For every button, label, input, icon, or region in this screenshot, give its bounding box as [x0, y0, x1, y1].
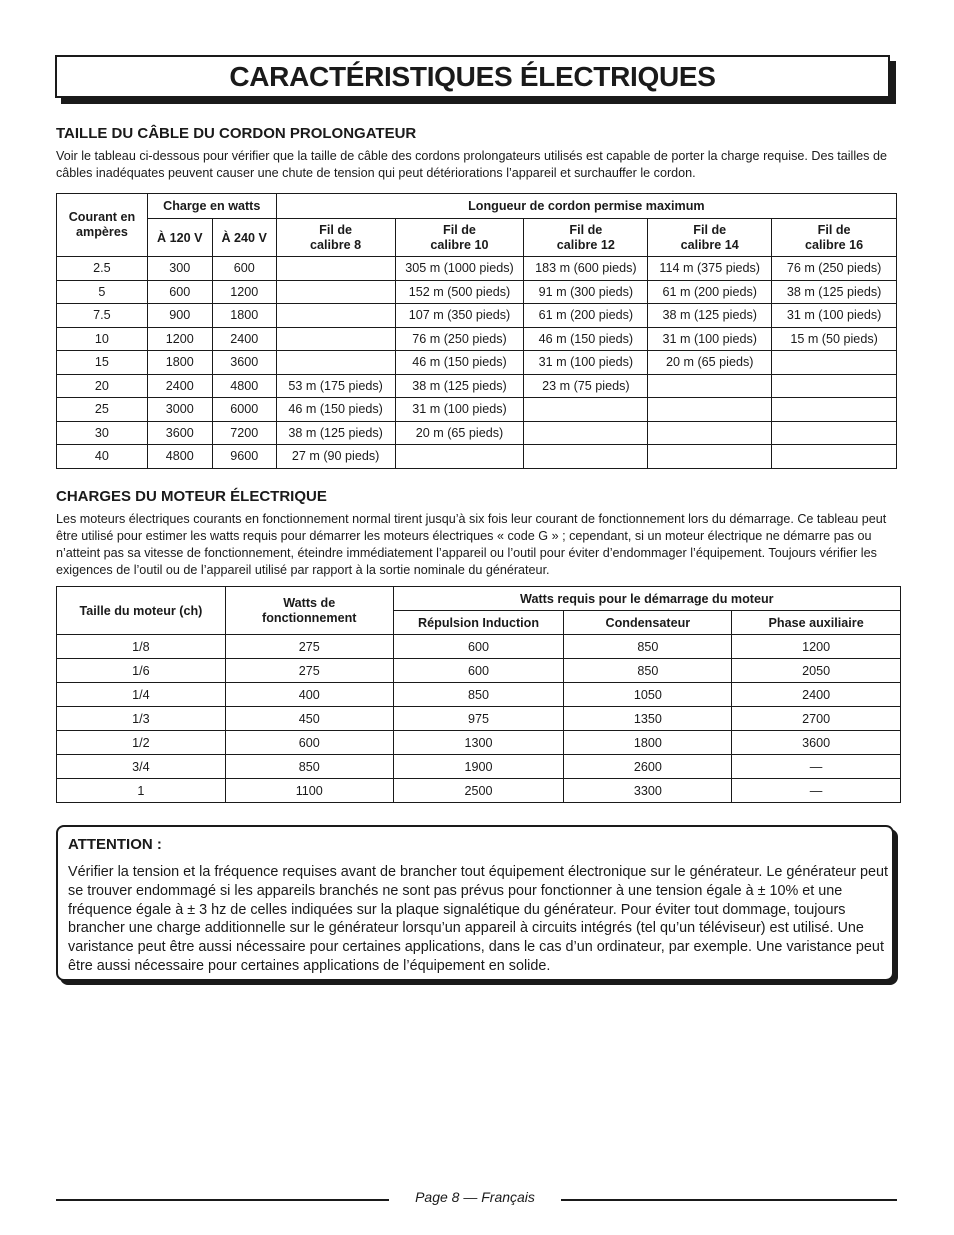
motor-load-table [56, 586, 901, 803]
table-cell: 30 [57, 421, 148, 445]
table-cell [276, 257, 395, 281]
table-cell: 23 m (75 pieds) [524, 374, 648, 398]
table-cell: 1/6 [57, 659, 226, 683]
table-cell: 2400 [732, 683, 901, 707]
table-cell: 850 [564, 659, 732, 683]
table-cell [395, 445, 524, 469]
table-cell: 10 [57, 327, 148, 351]
table-row [57, 374, 897, 398]
header-gauge: Fil de calibre 16 [772, 219, 897, 257]
table-cell: 600 [212, 257, 276, 281]
table-cell: 600 [393, 659, 564, 683]
attention-box [56, 825, 894, 981]
page-title: CARACTÉRISTIQUES ÉLECTRIQUES [229, 61, 716, 92]
table-cell: 2400 [147, 374, 212, 398]
table-cell: 1100 [225, 779, 393, 803]
header-gauge: Fil de calibre 14 [648, 219, 772, 257]
header-current: Courant en ampères [57, 194, 148, 257]
title-box [55, 55, 890, 98]
table-cell: 61 m (200 pieds) [648, 280, 772, 304]
table-cell: 27 m (90 pieds) [276, 445, 395, 469]
table-cell: 4800 [147, 445, 212, 469]
table-cell: 3000 [147, 398, 212, 422]
table-cell: 1900 [393, 755, 564, 779]
table-cell: 20 m (65 pieds) [648, 351, 772, 375]
header-starting-watts: Watts requis pour le démarrage du moteur [393, 587, 900, 611]
table-cell: 31 m (100 pieds) [648, 327, 772, 351]
table-cell: 7.5 [57, 304, 148, 328]
header-watts: Charge en watts [147, 194, 276, 219]
attention-heading: ATTENTION : [68, 836, 162, 853]
table-row [57, 304, 897, 328]
table-cell [276, 351, 395, 375]
table-cell: 20 [57, 374, 148, 398]
table-cell: 1 [57, 779, 226, 803]
table-cell: 38 m (125 pieds) [648, 304, 772, 328]
table-cell: 400 [225, 683, 393, 707]
table-cell: 114 m (375 pieds) [648, 257, 772, 281]
header-capacitor: Condensateur [564, 611, 732, 635]
table-cell [772, 351, 897, 375]
table-cell: 2.5 [57, 257, 148, 281]
table-row [57, 351, 897, 375]
table-cell: 1/3 [57, 707, 226, 731]
table-cell: 2400 [212, 327, 276, 351]
table-cell: 3300 [564, 779, 732, 803]
table-cell: 6000 [212, 398, 276, 422]
header-gauge: Fil de calibre 12 [524, 219, 648, 257]
table-cell: 40 [57, 445, 148, 469]
table-cell [276, 280, 395, 304]
table-cell: 46 m (150 pieds) [395, 351, 524, 375]
table-row [57, 257, 897, 281]
table-cell: 1350 [564, 707, 732, 731]
table-cell [772, 421, 897, 445]
header-120v: À 120 V [147, 219, 212, 257]
table-cell [648, 421, 772, 445]
table-cell: 1/4 [57, 683, 226, 707]
page-footer: Page 8 — Français [415, 1189, 535, 1205]
table-cell: 1200 [732, 635, 901, 659]
table-cell [276, 327, 395, 351]
table-cell [524, 398, 648, 422]
table-cell: 2600 [564, 755, 732, 779]
motor-section-heading: CHARGES DU MOTEUR ÉLECTRIQUE [56, 488, 327, 505]
table-cell: 850 [564, 635, 732, 659]
extension-cord-table [56, 193, 897, 469]
table-cell: 275 [225, 659, 393, 683]
table-cell: 9600 [212, 445, 276, 469]
motor-table-body [57, 635, 901, 803]
table-cell: 3600 [732, 731, 901, 755]
footer-rule-right [561, 1199, 897, 1201]
table-cell: 91 m (300 pieds) [524, 280, 648, 304]
table-cell: 76 m (250 pieds) [395, 327, 524, 351]
table-cell: 107 m (350 pieds) [395, 304, 524, 328]
table-cell: 300 [147, 257, 212, 281]
table-cell: 61 m (200 pieds) [524, 304, 648, 328]
cable-table-body [57, 257, 897, 469]
table-cell: 46 m (150 pieds) [276, 398, 395, 422]
attention-text: Vérifier la tension et la fréquence requises avant de brancher tout équipement électronique sur le générateur. Le générateur peut se trouver endommagé si les appareils branchés ne sont pas prévus pour fonctionner à une tension égale à ± 10% et une fréquence égale à ± 3 hz de celles indiquées sur la plaque signalétique du générateur. Pour éviter tout dommage, toujours brancher une charge additionnelle sur le générateur lorsqu’un appareil à circuits intégrés (tel qu’un téléviseur) est utilisé. Une varistance peut être aussi nécessaire pour certaines applications, dans le cas d’un ordinateur, par exemple. Une varistance peut être aussi nécessaire pour certaines applications de l’équipement en solide. [68, 864, 888, 974]
table-cell [772, 445, 897, 469]
table-cell [648, 445, 772, 469]
table-cell: 152 m (500 pieds) [395, 280, 524, 304]
table-row [57, 731, 901, 755]
table-cell: 3600 [212, 351, 276, 375]
footer-rule-left [56, 1199, 389, 1201]
table-cell: 46 m (150 pieds) [524, 327, 648, 351]
table-cell: 1050 [564, 683, 732, 707]
table-cell: 1200 [212, 280, 276, 304]
table-cell: 38 m (125 pieds) [276, 421, 395, 445]
table-row [57, 280, 897, 304]
cable-section-heading: TAILLE DU CÂBLE DU CORDON PROLONGATEUR [56, 125, 417, 142]
table-cell [772, 374, 897, 398]
table-cell: 1300 [393, 731, 564, 755]
motor-section-paragraph: Les moteurs électriques courants en fonctionnement normal tirent jusqu’à six fois leur courant de fonctionnement lors du démarrage. Ce tableau peut être utilisé pour estimer les watts requis pour démarrer les moteurs électriques « code G » ; cependant, si un moteur électrique ne démarre pas ou n’atteint pas sa vitesse de fonctionnement, éteindre immédiatement l’appareil ou l’outil pour éviter d’endommager l’équipement. Toujours vérifier les exigences de l’outil ou de l’appareil utilisé par rapport à la sortie nominale du générateur. [56, 512, 887, 577]
table-cell: 275 [225, 635, 393, 659]
table-cell: 31 m (100 pieds) [395, 398, 524, 422]
table-cell: 20 m (65 pieds) [395, 421, 524, 445]
table-cell [524, 445, 648, 469]
table-cell: 31 m (100 pieds) [524, 351, 648, 375]
table-cell [648, 398, 772, 422]
table-cell [772, 398, 897, 422]
table-cell: 1200 [147, 327, 212, 351]
table-cell [648, 374, 772, 398]
table-cell: 38 m (125 pieds) [772, 280, 897, 304]
table-cell: 15 m (50 pieds) [772, 327, 897, 351]
table-cell: 25 [57, 398, 148, 422]
table-cell: 900 [147, 304, 212, 328]
table-row [57, 445, 897, 469]
table-cell: 183 m (600 pieds) [524, 257, 648, 281]
table-cell: 850 [393, 683, 564, 707]
table-row [57, 659, 901, 683]
table-row [57, 755, 901, 779]
table-cell: 305 m (1000 pieds) [395, 257, 524, 281]
table-cell: 4800 [212, 374, 276, 398]
cable-section-paragraph: Voir le tableau ci-dessous pour vérifier que la taille de câble des cordons prolongateurs utilisés est capable de porter la charge requise. Des tailles de câbles inadéquates peuvent causer une chute de tension qui peut détériorations l’appareil et surchauffer le cordon. [56, 149, 887, 180]
table-cell: 1800 [147, 351, 212, 375]
table-row [57, 635, 901, 659]
table-cell: 15 [57, 351, 148, 375]
header-gauge: Fil de calibre 8 [276, 219, 395, 257]
table-cell: 600 [225, 731, 393, 755]
table-cell: 38 m (125 pieds) [395, 374, 524, 398]
table-cell: 1/2 [57, 731, 226, 755]
header-length: Longueur de cordon permise maximum [276, 194, 896, 219]
table-row [57, 707, 901, 731]
table-cell [524, 421, 648, 445]
table-row [57, 683, 901, 707]
header-repulsion-induction: Répulsion Induction [393, 611, 564, 635]
table-cell: 2700 [732, 707, 901, 731]
table-cell: 2500 [393, 779, 564, 803]
table-cell: 2050 [732, 659, 901, 683]
table-row [57, 327, 897, 351]
table-cell: 600 [147, 280, 212, 304]
table-cell: 53 m (175 pieds) [276, 374, 395, 398]
table-cell: 76 m (250 pieds) [772, 257, 897, 281]
table-cell: 975 [393, 707, 564, 731]
table-row [57, 421, 897, 445]
table-cell: 1800 [564, 731, 732, 755]
table-cell: 31 m (100 pieds) [772, 304, 897, 328]
header-motor-size: Taille du moteur (ch) [57, 587, 226, 635]
header-split-phase: Phase auxiliaire [732, 611, 901, 635]
header-gauge: Fil de calibre 10 [395, 219, 524, 257]
table-cell: — [732, 779, 901, 803]
table-cell: 1/8 [57, 635, 226, 659]
header-running-watts: Watts de fonctionnement [225, 587, 393, 635]
table-cell [276, 304, 395, 328]
table-cell: 450 [225, 707, 393, 731]
table-cell: 3600 [147, 421, 212, 445]
table-cell: 7200 [212, 421, 276, 445]
table-cell: 1800 [212, 304, 276, 328]
table-cell: 600 [393, 635, 564, 659]
table-row [57, 779, 901, 803]
table-cell: — [732, 755, 901, 779]
table-cell: 5 [57, 280, 148, 304]
table-row [57, 398, 897, 422]
table-cell: 3/4 [57, 755, 226, 779]
header-240v: À 240 V [212, 219, 276, 257]
table-cell: 850 [225, 755, 393, 779]
